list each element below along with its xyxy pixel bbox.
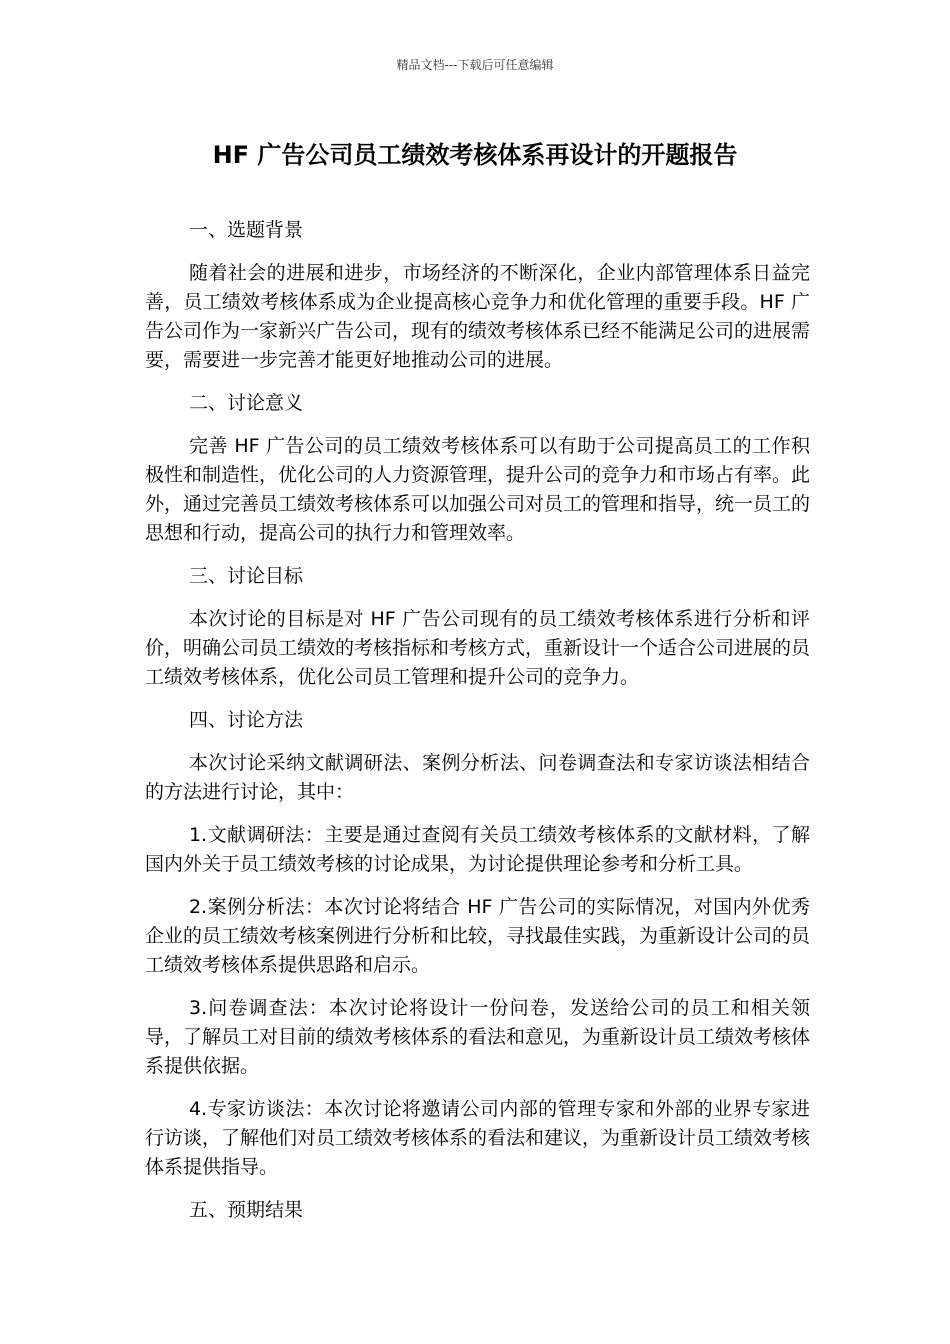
paragraph-methods-intro: 本次讨论采纳文献调研法、案例分析法、问卷调查法和专家访谈法相结合的方法进行讨论，其中： bbox=[145, 752, 810, 803]
paragraph-background: 随着社会的进展和进步，市场经济的不断深化，企业内部管理体系日益完善，员工绩效考核体系成为企业提高核心竞争力和优化管理的重要手段。HF 广告公司作为一家新兴广告公司，现有的绩效考核体系已经不能满足公司的进展需要，需要进一步完善才能更好地推动公司的进展。 bbox=[145, 262, 811, 371]
section-heading-goals: 三、讨论目标 bbox=[189, 565, 304, 587]
method-item-expert-interview: 4.专家访谈法：本次讨论将邀请公司内部的管理专家和外部的业界专家进行访谈，了解他们对员工绩效考核体系的看法和建议，为重新设计员工绩效考核体系提供指导。 bbox=[145, 1098, 811, 1178]
section-heading-expected-results: 五、预期结果 bbox=[189, 1199, 304, 1221]
header-note: 精品文档---下载后可任意编辑 bbox=[396, 58, 554, 72]
section-heading-significance: 二、讨论意义 bbox=[189, 392, 304, 414]
document-title: HF 广告公司员工绩效考核体系再设计的开题报告 bbox=[212, 141, 738, 169]
paragraph-significance: 完善 HF 广告公司的员工绩效考核体系可以有助于公司提高员工的工作积极性和制造性，优化公司的人力资源管理，提升公司的竞争力和市场占有率。此外，通过完善员工绩效考核体系可以加强公司对员工的管理和指导，统一员工的思想和行动，提高公司的执行力和管理效率。 bbox=[145, 435, 811, 544]
paragraph-goals: 本次讨论的目标是对 HF 广告公司现有的员工绩效考核体系进行分析和评价，明确公司员工绩效的考核指标和考核方式，重新设计一个适合公司进展的员工绩效考核体系，优化公司员工管理和提升公司的竞争力。 bbox=[145, 608, 811, 688]
method-item-questionnaire: 3.问卷调查法：本次讨论将设计一份问卷，发送给公司的员工和相关领导，了解员工对目前的绩效考核体系的看法和意见，为重新设计员工绩效考核体系提供依据。 bbox=[145, 997, 811, 1077]
method-item-literature: 1.文献调研法：主要是通过查阅有关员工绩效考核体系的文献材料，了解国内外关于员工绩效考核的讨论成果，为讨论提供理论参考和分析工具。 bbox=[145, 824, 810, 875]
section-heading-methods: 四、讨论方法 bbox=[189, 709, 304, 731]
section-heading-background: 一、选题背景 bbox=[189, 219, 304, 241]
method-item-case-analysis: 2.案例分析法：本次讨论将结合 HF 广告公司的实际情况，对国内外优秀企业的员工绩效考核案例进行分析和比较，寻找最佳实践，为重新设计公司的员工绩效考核体系提供思路和启示。 bbox=[145, 896, 811, 976]
document-body bbox=[145, 216, 810, 1239]
